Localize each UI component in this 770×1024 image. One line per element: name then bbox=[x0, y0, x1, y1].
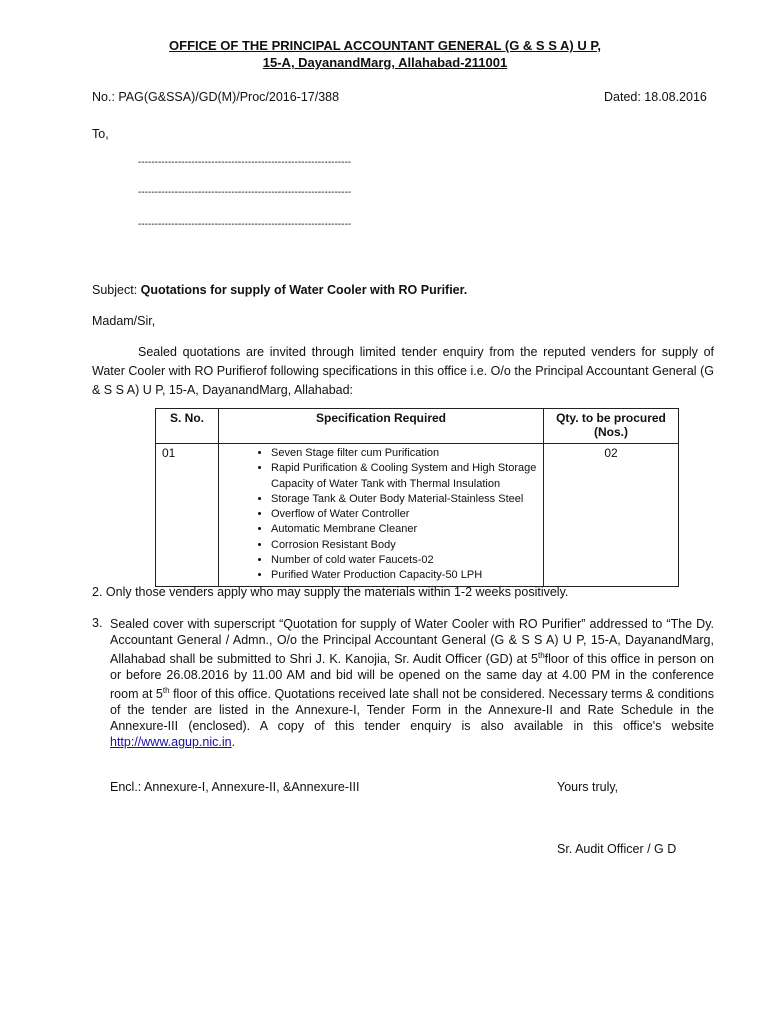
office-title: OFFICE OF THE PRINCIPAL ACCOUNTANT GENERAL (G & S S A) U P, bbox=[169, 38, 601, 53]
spec-item: • Storage Tank & Outer Body Material-Stainless Steel bbox=[271, 492, 539, 507]
to-label: To, bbox=[92, 127, 109, 141]
website-link[interactable]: http://www.agup.nic.in bbox=[110, 735, 232, 750]
point-3-paragraph bbox=[110, 616, 714, 750]
spec-item: • Automatic Membrane Cleaner bbox=[271, 522, 539, 537]
header-sno: S. No. bbox=[156, 409, 219, 444]
spec-item: • Seven Stage filter cum Purification bbox=[271, 446, 539, 461]
date: Dated: 18.08.2016 bbox=[604, 90, 707, 104]
spec-item: • Corrosion Resistant Body bbox=[271, 538, 539, 553]
signatory: Sr. Audit Officer / G D bbox=[557, 842, 677, 856]
salutation: Madam/Sir, bbox=[92, 314, 156, 328]
specification-table bbox=[155, 408, 679, 587]
point-2: 2. Only those venders apply who may supply the materials within 1-2 weeks positively. bbox=[92, 585, 569, 599]
enclosures: Encl.: Annexure-I, Annexure-II, &Annexure-III bbox=[110, 780, 360, 794]
reference-number: No.: PAG(G&SSA)/GD(M)/Proc/2016-17/388 bbox=[92, 90, 340, 104]
header-quantity: Qty. to be procured (Nos.) bbox=[544, 409, 679, 444]
point-3-text: Sealed cover with superscript “Quotation for supply of Water Cooler with RO Purifier” addressed to “The Dy. Accountant General / Admn., O/o the Principal Accountant General (G & S S A) U P, 15-A, DayanandMarg, Allahabad shall be submitted to Shri J. K. Kanojia, Sr. Audit Officer (GD) at 5 bbox=[110, 617, 714, 667]
subject bbox=[92, 283, 467, 297]
point-3-end: . bbox=[231, 735, 236, 750]
superscript: th bbox=[538, 651, 545, 660]
address-line: ---------------------------------------------------------------- bbox=[138, 219, 352, 230]
point-3-text: floor of this office. Quotations received late shall not be considered. Necessary terms & conditions of the tender are listed in the Annexure-I, Tender Form in the Annexure-II and Rate Schedule in the Annexure-III (enclosed). A copy of this tender enquiry is also available in this office's website bbox=[110, 687, 714, 734]
point-3-text: floor of this office in person on or before 26.08.2016 by 11.00 AM and bid will be opened on the same day at 4.00 PM in the conference room at 5 bbox=[110, 652, 714, 702]
office-address: 15-A, DayanandMarg, Allahabad-211001 bbox=[262, 55, 508, 70]
address-line: ---------------------------------------------------------------- bbox=[138, 157, 352, 168]
intro-paragraph: Sealed quotations are invited through limited tender enquiry from the reputed venders for supply of Water Cooler with RO Purifierof following specifications in this office i.e. O/o the Principal Accountant General (G & S S A) U P, 15-A, DayanandMarg, Allahabad: bbox=[92, 345, 714, 397]
spec-item: • Rapid Purification & Cooling System and High Storage Capacity of Water Tank with Thermal Insulation bbox=[271, 461, 539, 492]
table-row bbox=[156, 444, 679, 587]
row-sno: 01 bbox=[156, 444, 219, 587]
row-quantity: 02 bbox=[544, 444, 679, 587]
subject-label: Subject: bbox=[92, 283, 141, 297]
spec-item: • Number of cold water Faucets-02 bbox=[271, 553, 539, 568]
point-3-number: 3. bbox=[92, 616, 103, 630]
spec-item: • Overflow of Water Controller bbox=[271, 507, 539, 522]
spec-item: • Purified Water Production Capacity-50 LPH bbox=[271, 568, 539, 583]
superscript: th bbox=[162, 686, 170, 696]
address-line: ---------------------------------------------------------------- bbox=[138, 187, 352, 198]
closing: Yours truly, bbox=[557, 780, 619, 794]
row-specifications bbox=[219, 444, 544, 587]
spec-list bbox=[249, 446, 539, 584]
table-header-row bbox=[156, 409, 679, 444]
subject-text: Quotations for supply of Water Cooler with RO Purifier. bbox=[140, 283, 468, 297]
header-specification: Specification Required bbox=[219, 409, 544, 444]
